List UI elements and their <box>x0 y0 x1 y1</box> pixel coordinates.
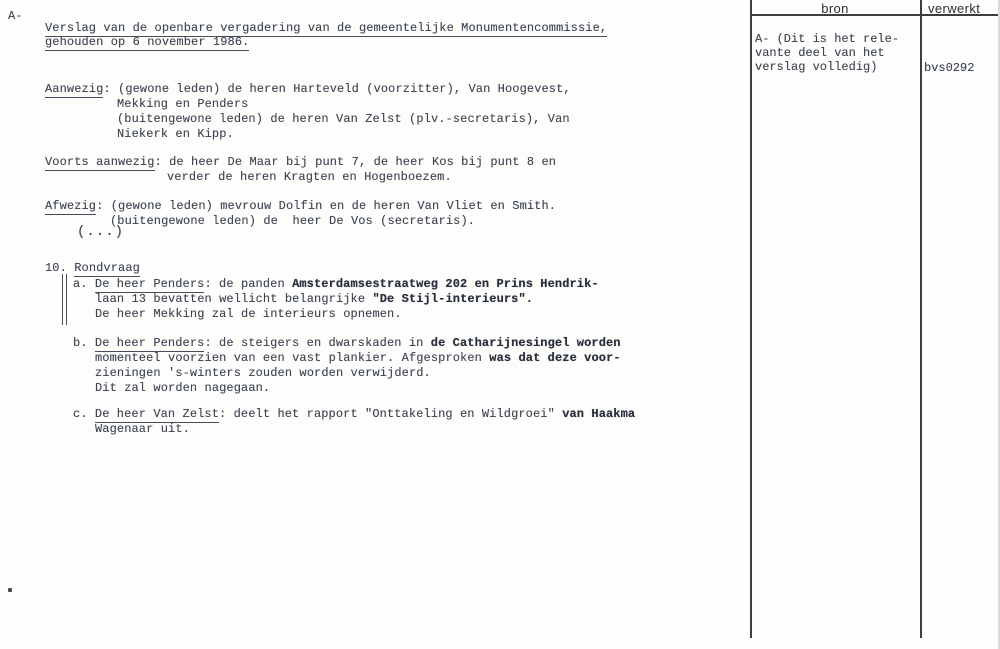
bron-note-line-1: A- (Dit is het rele- <box>755 32 900 46</box>
item-b-line-1 <box>73 336 621 350</box>
item-a-line-1 <box>73 277 599 291</box>
attendees-line-3: (buitengewone leden) de heren Van Zelst (plv.-secretaris), Van <box>117 112 570 126</box>
item-c-speaker: De heer Van Zelst <box>94 407 220 421</box>
verwerkt-code: bvs0292 <box>924 61 975 75</box>
item-a-line-2 <box>95 292 533 306</box>
verwerkt-column-header: verwerkt <box>928 1 981 16</box>
rondvraag-heading-text: Rondvraag <box>74 261 140 275</box>
item-a-marker: a. <box>73 277 95 291</box>
item-b-line-2 <box>95 351 621 365</box>
title-underlined-text-2: gehouden op 6 november 1986. <box>45 35 250 49</box>
attendees-line-2: Mekking en Penders <box>117 97 249 111</box>
title-underlined-text-1: Verslag van de openbare vergadering van de gemeentelijke Monumentencommissie, <box>45 21 608 35</box>
absent-line-1-rest: : (gewone leden) mevrouw Dolfin en de heren Van Vliet en Smith. <box>96 199 557 213</box>
corner-marker: A- <box>8 9 23 23</box>
rondvraag-number: 10. <box>45 261 75 275</box>
item-a-line-1-rest: : de panden <box>204 277 293 291</box>
item-c-line-2: Wagenaar uit. <box>95 422 190 436</box>
item-a-line-2-text: laan 13 bevatten wellicht belangrijke <box>95 292 373 306</box>
margin-table-divider-rule <box>920 0 922 638</box>
item-b-line-3: zieningen 's-winters zouden worden verwijderd. <box>95 366 431 380</box>
item-b-line-4: Dit zal worden nagegaan. <box>95 381 271 395</box>
item-b-line-1-rest: : de steigers en dwarskaden in <box>204 336 431 350</box>
item-c-marker: c. <box>73 407 95 421</box>
also-present-line-2: verder de heren Kragten en Hogenboezem. <box>167 170 452 184</box>
also-present-line-1-rest: : de heer De Maar bij punt 7, de heer Kos bij punt 8 en <box>154 155 557 169</box>
scan-speck <box>8 588 12 592</box>
item-b-speaker: De heer Penders <box>94 336 205 350</box>
margin-emphasis-mark <box>62 274 67 325</box>
bron-note-line-3: verslag volledig) <box>755 60 878 74</box>
attendees-line-1 <box>45 82 571 96</box>
item-b-line-1-bold: de Catharijnesingel worden <box>430 336 621 350</box>
item-c-line-1 <box>73 407 635 421</box>
item-b-line-2-text: momenteel voorzien van een vast plankier. Afgesproken <box>95 351 490 365</box>
attendees-line-4: Niekerk en Kipp. <box>117 127 234 141</box>
item-a-line-2-bold: "De Stijl-interieurs". <box>372 292 534 306</box>
absent-line-1 <box>45 199 556 213</box>
item-b-marker: b. <box>73 336 95 350</box>
absent-label: Afwezig <box>45 199 97 213</box>
rondvraag-heading <box>45 261 140 275</box>
item-a-line-3: De heer Mekking zal de interieurs opnemen. <box>95 307 402 321</box>
margin-table-left-rule <box>750 0 752 638</box>
absent-line-2: (buitengewone leden) de heer De Vos (secretaris). <box>110 214 476 228</box>
item-c-line-1-rest: : deelt het rapport "Onttakeling en Wildgroei" <box>219 407 563 421</box>
item-b-line-2-bold: was dat deze voor- <box>489 351 621 365</box>
item-c-line-1-bold: van Haakma <box>562 407 636 421</box>
attendees-line-1-rest: : (gewone leden) de heren Harteveld (voorzitter), Van Hoogevest, <box>103 82 571 96</box>
item-a-speaker: De heer Penders <box>94 277 205 291</box>
omission-ellipsis: (...) <box>77 224 125 240</box>
also-present-line-1 <box>45 155 556 169</box>
attendees-label: Aanwezig <box>45 82 104 96</box>
also-present-label: Voorts aanwezig <box>45 155 155 169</box>
document-title-line-1 <box>45 21 607 35</box>
bron-column-header: bron <box>821 1 849 16</box>
item-a-line-1-bold: Amsterdamsestraatweg 202 en Prins Hendrik- <box>292 277 599 291</box>
bron-note-line-2: vante deel van het <box>755 46 885 60</box>
document-title-line-2 <box>45 35 249 49</box>
